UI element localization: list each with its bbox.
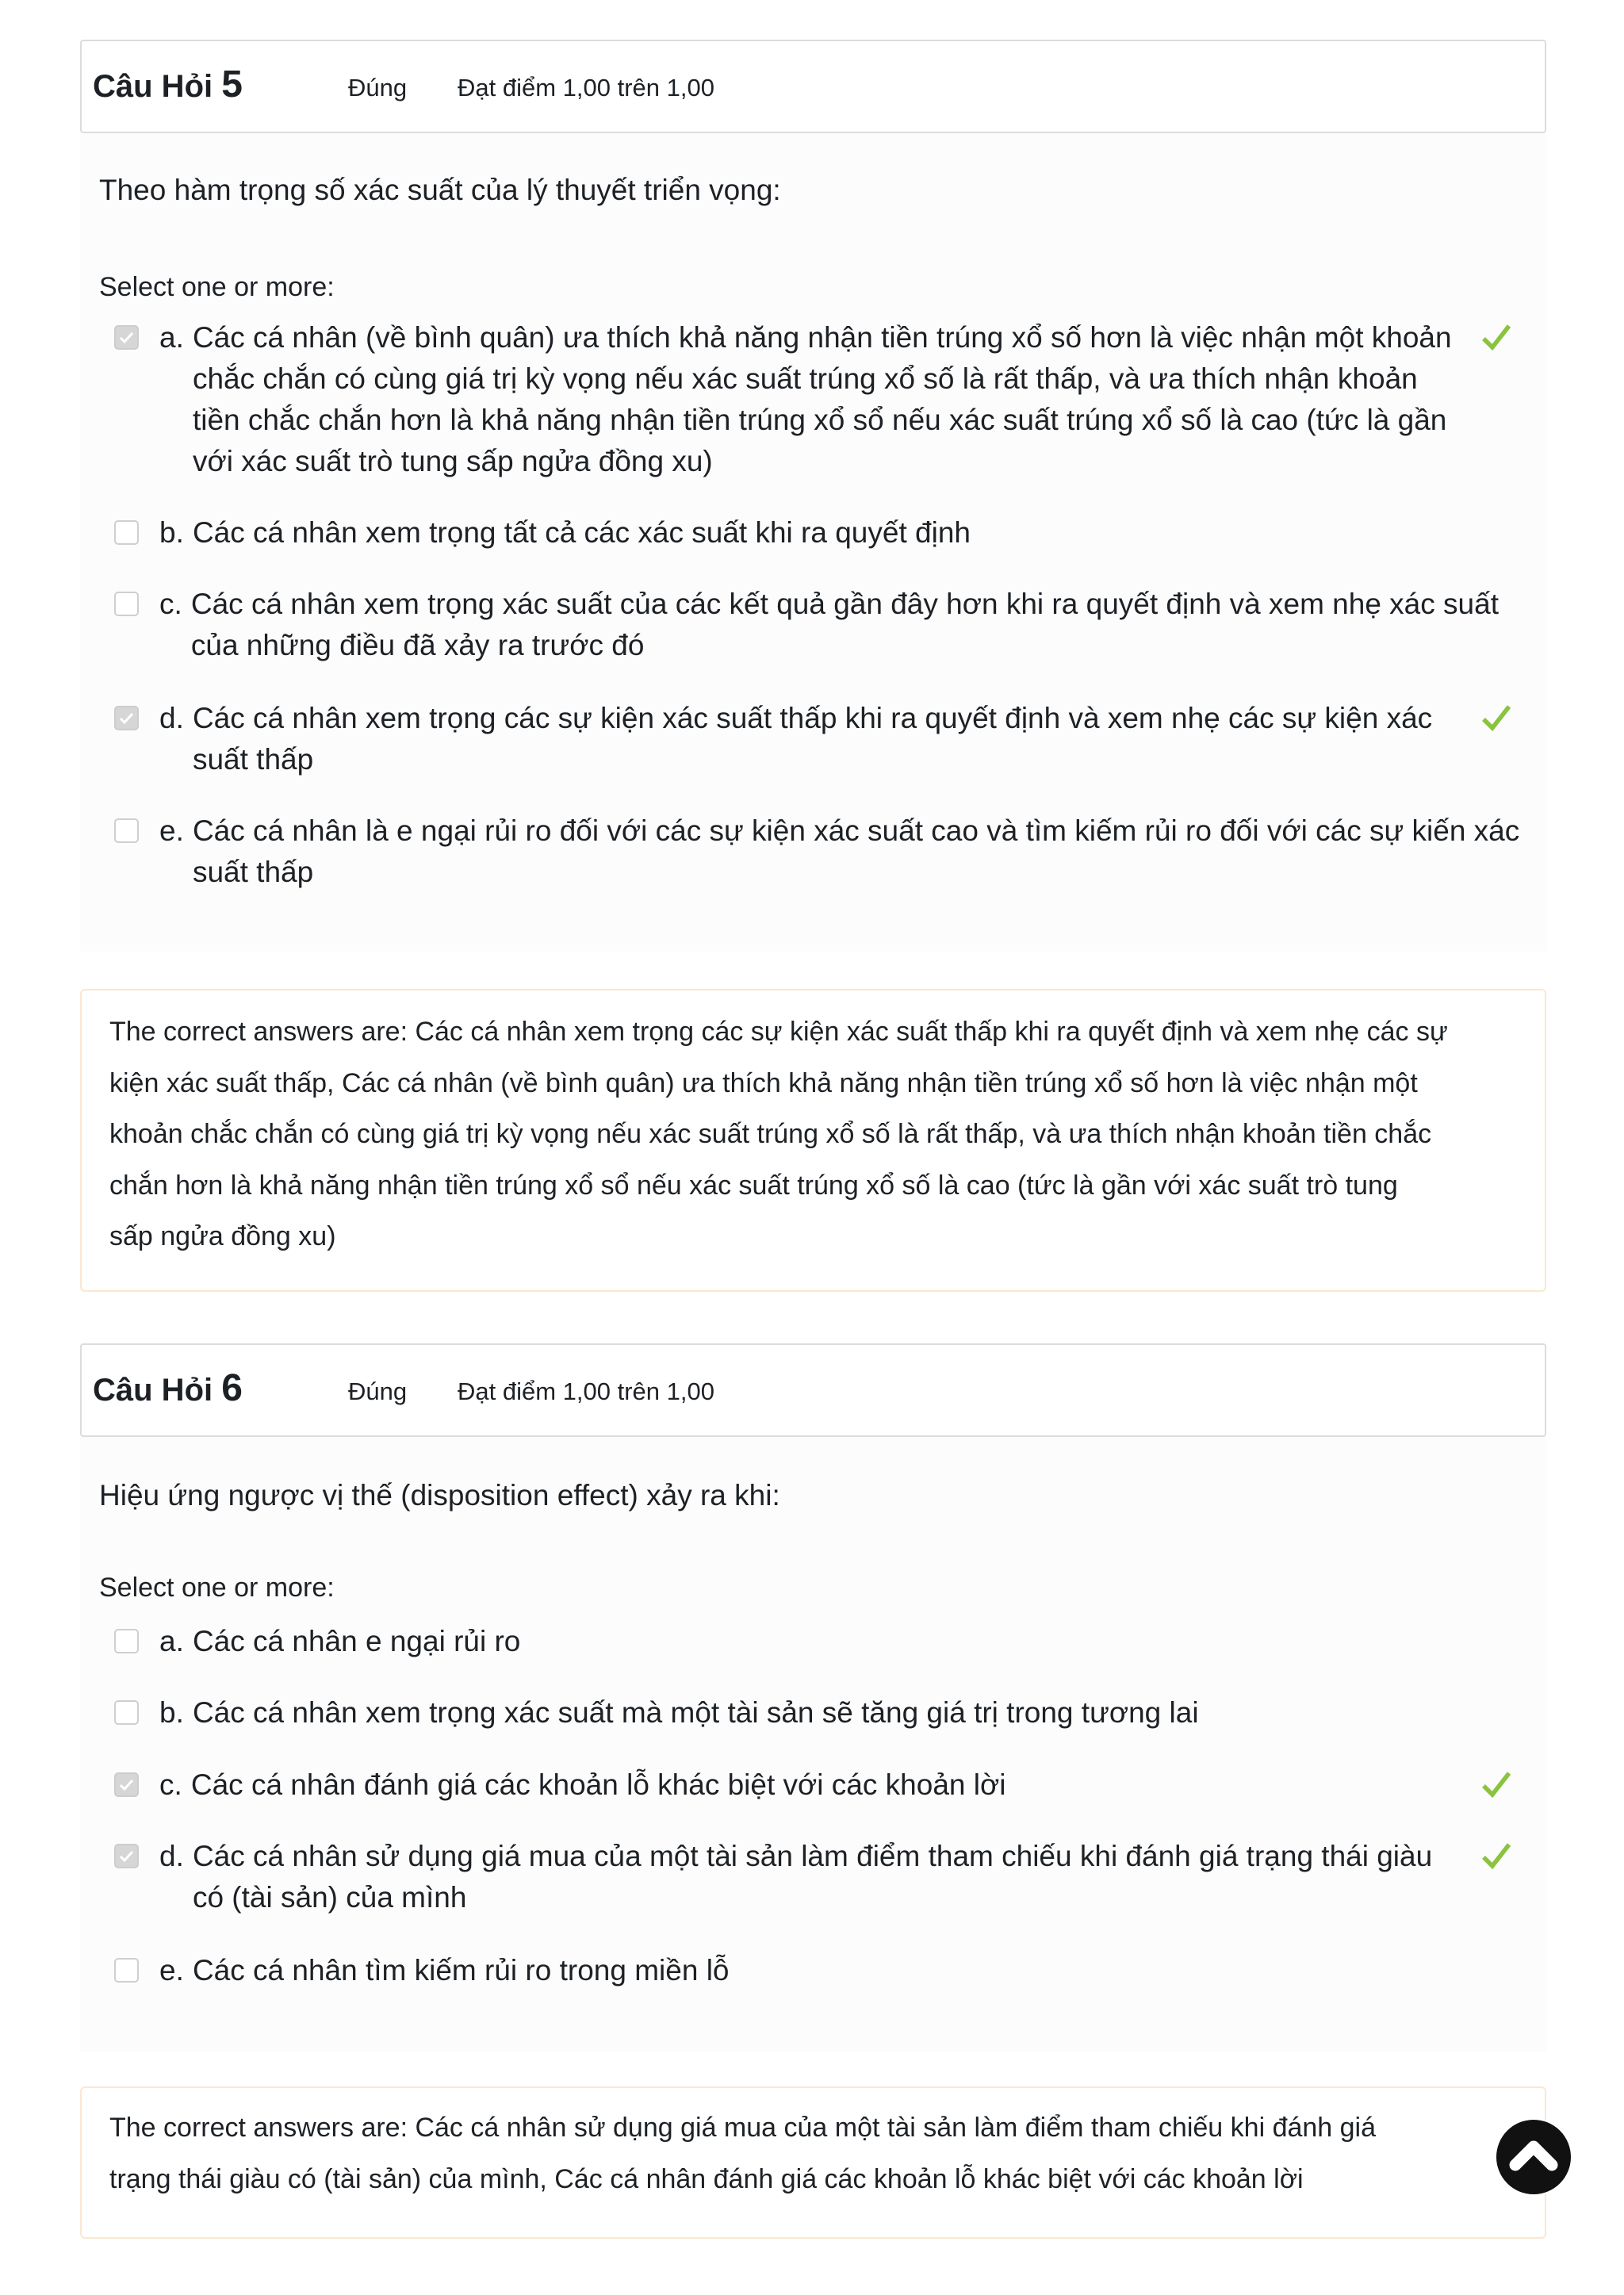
answer-label (159, 698, 1432, 780)
answer-text-line: của những điều đã xảy ra trước đó (190, 629, 645, 661)
answer-text (193, 1836, 1432, 1918)
answer-text-line: Các cá nhân đánh giá các khoản lỗ khác biệt với các khoản lời (190, 1768, 1006, 1801)
answer-text (193, 698, 1432, 780)
answer-text-line: suất thấp (192, 743, 314, 776)
answer-letter: b. (159, 1696, 184, 1729)
feedback-line: The correct answers are: Các cá nhân sử dụng giá mua của một tài sản làm điểm tham chiếu khi đánh giá (109, 2113, 1377, 2143)
answer-prompt: Select one or more: (99, 1573, 335, 1603)
answer-letter: d. (159, 1840, 184, 1872)
check-icon (1480, 703, 1512, 734)
feedback-text (109, 2102, 1376, 2205)
answer-label (159, 1621, 520, 1662)
answer-checkbox[interactable] (114, 1700, 139, 1725)
answer-checkbox[interactable] (114, 1629, 139, 1653)
answer-label (159, 1950, 730, 1991)
feedback-line: sấp ngửa đồng xu) (109, 1221, 336, 1252)
answer-label (159, 317, 1452, 482)
answer-letter: e. (159, 1954, 184, 1987)
answer-text-line: Các cá nhân xem trọng xác suất mà một tài sản sẽ tăng giá trị trong tương lai (192, 1696, 1199, 1729)
answer-letter: c. (159, 588, 182, 620)
answer-text-line: có (tài sản) của mình (192, 1881, 467, 1914)
answer-text (193, 810, 1519, 893)
answer-text (193, 512, 971, 554)
feedback-box (80, 2086, 1546, 2239)
question-title-label: Câu Hỏi (93, 1373, 213, 1408)
answer-checkbox[interactable] (114, 1772, 139, 1797)
answer-text (193, 317, 1452, 482)
answer-text-line: Các cá nhân sử dụng giá mua của một tài sản làm điểm tham chiếu khi đánh giá trạng thái giàu (192, 1840, 1433, 1872)
answer-label (159, 810, 1519, 893)
check-icon (1480, 1841, 1512, 1872)
answer-checkbox[interactable] (114, 818, 139, 843)
answer-text (193, 1950, 730, 1991)
question-status: Đúng (348, 74, 408, 102)
answer-checkbox[interactable] (114, 1844, 139, 1868)
scroll-to-top-button[interactable] (1494, 2117, 1573, 2197)
answer-text (193, 1621, 520, 1662)
answer-letter: c. (159, 1768, 182, 1801)
answer-text-line: Các cá nhân tìm kiếm rủi ro trong miền lỗ (192, 1954, 730, 1987)
answer-checkbox[interactable] (114, 706, 139, 730)
question-title (93, 62, 243, 109)
answer-text-line: Các cá nhân là e ngại rủi ro đối với các sự kiện xác suất cao và tìm kiếm rủi ro đối với các sự kiến xác (192, 814, 1520, 847)
question-text: Hiệu ứng ngược vị thế (disposition effect) xảy ra khi: (99, 1479, 780, 1511)
answer-text-line: với xác suất trò tung sấp ngửa đồng xu) (192, 445, 713, 477)
answer-label (159, 584, 1499, 666)
feedback-line: kiện xác suất thấp, Các cá nhân (về bình quân) ưa thích khả năng nhận tiền trúng xổ số hơn là việc nhận một (109, 1067, 1418, 1098)
check-icon (1480, 322, 1512, 354)
question-header (80, 40, 1546, 133)
answer-text-line: Các cá nhân xem trọng xác suất của các kết quả gần đây hơn khi ra quyết định và xem nhẹ xác suất (190, 588, 1499, 620)
question-number: 5 (221, 63, 243, 105)
answer-letter: a. (159, 321, 184, 354)
answer-letter: d. (159, 702, 184, 734)
question-text: Theo hàm trọng số xác suất của lý thuyết triển vọng: (99, 174, 781, 206)
answer-text-line: Các cá nhân xem trọng tất cả các xác suất khi ra quyết định (192, 516, 971, 549)
question-grade: Đạt điểm 1,00 trên 1,00 (458, 74, 714, 102)
answer-text (191, 584, 1499, 666)
answer-checkbox[interactable] (114, 592, 139, 616)
chevron-up-icon (1494, 2117, 1573, 2197)
answer-text (191, 1764, 1006, 1806)
answer-label (159, 512, 971, 554)
question-grade: Đạt điểm 1,00 trên 1,00 (458, 1377, 714, 1405)
answer-text-line: Các cá nhân xem trọng các sự kiện xác suất thấp khi ra quyết định và xem nhẹ các sự kiện xác (192, 702, 1433, 734)
answer-letter: a. (159, 1625, 184, 1657)
question-title-label: Câu Hỏi (93, 69, 213, 104)
answer-text-line: suất thấp (192, 856, 314, 888)
answer-text-line: tiền chắc chắn hơn là khả năng nhận tiền trúng xổ sổ nếu xác suất trúng xổ số là cao (tức là gần (192, 404, 1447, 436)
feedback-line: khoản chắc chắn có cùng giá trị kỳ vọng nếu xác suất trúng xổ số là rất thấp, và ưa thích nhận khoản tiền chắc (109, 1119, 1432, 1150)
question-title (93, 1366, 243, 1413)
answer-text-line: Các cá nhân e ngại rủi ro (192, 1625, 521, 1657)
answer-text-line: chắc chắn có cùng giá trị kỳ vọng nếu xác suất trúng xổ số là rất thấp, và ưa thích nhận khoản (192, 362, 1418, 395)
answer-text (193, 1692, 1199, 1734)
feedback-box (80, 989, 1546, 1292)
question-number: 6 (221, 1367, 243, 1409)
answer-label (159, 1764, 1005, 1806)
answer-checkbox[interactable] (114, 520, 139, 545)
feedback-line: The correct answers are: Các cá nhân xem trọng các sự kiện xác suất thấp khi ra quyết định và xem nhẹ các sự (109, 1017, 1448, 1047)
feedback-line: trạng thái giàu có (tài sản) của mình, Các cá nhân đánh giá các khoản lỗ khác biệt với các khoản lời (109, 2163, 1304, 2194)
question-header (80, 1343, 1546, 1437)
answer-checkbox[interactable] (114, 1958, 139, 1983)
answer-prompt: Select one or more: (99, 272, 335, 302)
answer-label (159, 1836, 1432, 1918)
feedback-line: chắn hơn là khả năng nhận tiền trúng xổ sổ nếu xác suất trúng xổ số là cao (tức là gần với xác suất trò tung (109, 1170, 1398, 1201)
answer-text-line: Các cá nhân (về bình quân) ưa thích khả năng nhận tiền trúng xổ số hơn là việc nhận một khoản (192, 321, 1452, 354)
question-status: Đúng (348, 1377, 408, 1405)
answer-letter: e. (159, 814, 184, 847)
feedback-text (109, 1006, 1448, 1262)
check-icon (1480, 1769, 1512, 1801)
answer-letter: b. (159, 516, 184, 549)
answer-checkbox[interactable] (114, 325, 139, 350)
answer-label (159, 1692, 1199, 1734)
